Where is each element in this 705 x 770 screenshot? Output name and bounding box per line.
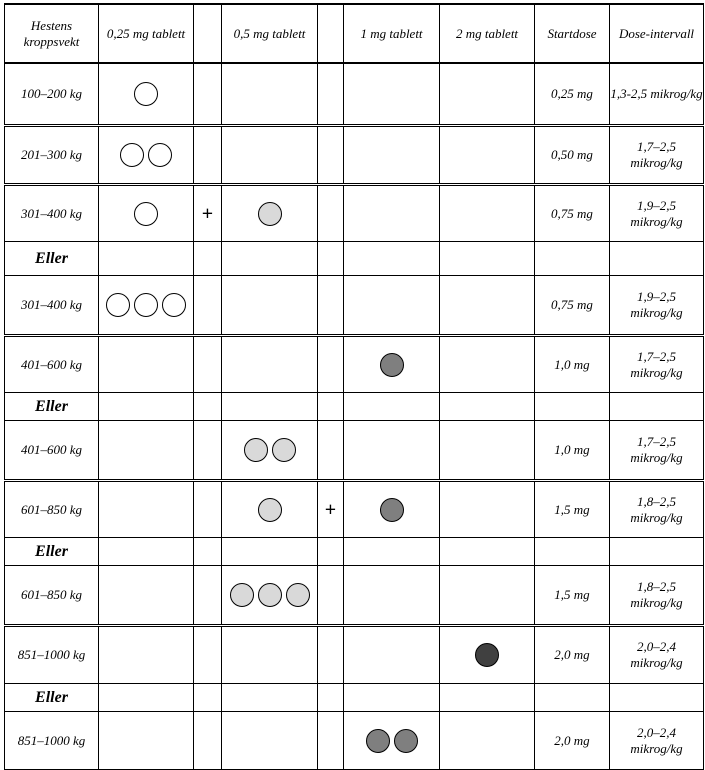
startdose-cell xyxy=(535,337,610,392)
tab1-cell xyxy=(344,64,440,124)
plus1-cell xyxy=(194,337,222,392)
tab05-cell xyxy=(222,127,318,183)
plus1-cell xyxy=(194,127,222,183)
plus1-cell xyxy=(194,482,222,537)
interval-cell xyxy=(610,627,704,683)
tab1-cell xyxy=(344,186,440,241)
tab025-cell xyxy=(99,482,194,537)
tab1-cell xyxy=(344,276,440,334)
weight-cell xyxy=(4,482,99,537)
tab1-cell xyxy=(344,482,440,537)
tablet-0.25mg-icon xyxy=(120,143,144,167)
eller-label: Eller xyxy=(35,397,68,415)
tab025-cell xyxy=(99,337,194,392)
interval-label: 1,9–2,5 mikrog/kg xyxy=(630,289,683,320)
tab1-cell xyxy=(344,421,440,479)
eller-row xyxy=(4,392,704,420)
interval-cell xyxy=(610,64,704,124)
interval-cell xyxy=(610,538,704,565)
tab2-cell xyxy=(440,242,535,275)
plus1-cell xyxy=(194,627,222,683)
startdose-label: 1,0 mg xyxy=(554,356,590,372)
startdose-cell xyxy=(535,276,610,334)
tab025-cell xyxy=(99,421,194,479)
eller-row xyxy=(4,537,704,565)
tablet-0.25mg-icon xyxy=(134,202,158,226)
header-t2 xyxy=(440,5,535,62)
tab2-cell xyxy=(440,627,535,683)
interval-cell xyxy=(610,566,704,624)
tab025-cell xyxy=(99,566,194,624)
tablet-0.5mg-icon xyxy=(258,498,282,522)
tablet-0.5mg-icon xyxy=(272,438,296,462)
tab05-cell xyxy=(222,538,318,565)
plus2-cell xyxy=(318,242,344,275)
interval-label: 1,9–2,5 mikrog/kg xyxy=(630,197,683,229)
startdose-label: 0,75 mg xyxy=(551,205,593,221)
tab1-cell xyxy=(344,538,440,565)
interval-cell xyxy=(610,684,704,711)
weight-cell xyxy=(4,276,99,334)
weight-cell xyxy=(4,684,99,711)
tab1-cell xyxy=(344,566,440,624)
weight-label: 301–400 kg xyxy=(20,205,83,221)
plus2-cell xyxy=(318,482,344,537)
startdose-label: 1,0 mg xyxy=(554,442,590,457)
startdose-label: 0,50 mg xyxy=(551,147,593,162)
plus2-cell xyxy=(318,186,344,241)
tab2-cell xyxy=(440,393,535,420)
startdose-label: 1,5 mg xyxy=(554,501,590,517)
plus1-cell xyxy=(194,566,222,624)
interval-label: 1,7–2,5 mikrog/kg xyxy=(630,139,683,170)
weight-cell xyxy=(4,421,99,479)
interval-label: 1,7–2,5 mikrog/kg xyxy=(630,434,683,465)
header-t1-label: 1 mg tablett xyxy=(360,25,423,41)
tab1-cell xyxy=(344,684,440,711)
startdose-cell xyxy=(535,538,610,565)
header-spacer xyxy=(194,5,222,62)
tablet-0.5mg-icon xyxy=(230,583,254,607)
plus1-cell xyxy=(194,186,222,241)
plus2-cell xyxy=(318,684,344,711)
tab05-cell xyxy=(222,627,318,683)
startdose-cell xyxy=(535,482,610,537)
header-t025 xyxy=(99,5,194,62)
weight-cell xyxy=(4,242,99,275)
tab05-cell xyxy=(222,393,318,420)
header-start xyxy=(535,5,610,62)
tablet-0.5mg-icon xyxy=(244,438,268,462)
tablet-1mg-icon xyxy=(366,729,390,753)
interval-cell xyxy=(610,186,704,241)
weight-label: 851–1000 kg xyxy=(17,647,86,662)
weight-label: 601–850 kg xyxy=(20,501,83,517)
plus2-cell xyxy=(318,64,344,124)
tab025-cell xyxy=(99,242,194,275)
header-row xyxy=(4,3,704,62)
header-t05 xyxy=(222,5,318,62)
plus-icon: + xyxy=(324,498,337,521)
startdose-label: 1,5 mg xyxy=(554,587,590,602)
startdose-cell xyxy=(535,242,610,275)
table-row xyxy=(4,565,704,624)
plus2-cell xyxy=(318,393,344,420)
weight-label: 851–1000 kg xyxy=(17,732,86,748)
plus1-cell xyxy=(194,538,222,565)
table-row xyxy=(4,124,704,183)
plus2-cell xyxy=(318,276,344,334)
startdose-label: 2,0 mg xyxy=(554,647,590,662)
tab05-cell xyxy=(222,566,318,624)
tablet-0.25mg-icon xyxy=(134,82,158,106)
tab025-cell xyxy=(99,64,194,124)
eller-label: Eller xyxy=(35,688,68,706)
table-row xyxy=(4,711,704,769)
interval-cell xyxy=(610,712,704,769)
tab1-cell xyxy=(344,712,440,769)
header-t05-label: 0,5 mg tablett xyxy=(233,25,306,41)
tablet-0.25mg-icon xyxy=(106,293,130,317)
header-weight-label: Hestens kroppsvekt xyxy=(23,17,80,49)
header-start-label: Startdose xyxy=(547,25,597,41)
eller-row xyxy=(4,683,704,711)
plus1-cell xyxy=(194,64,222,124)
eller-row xyxy=(4,241,704,275)
plus2-cell xyxy=(318,421,344,479)
tab025-cell xyxy=(99,127,194,183)
tab025-cell xyxy=(99,627,194,683)
weight-label: 401–600 kg xyxy=(20,442,83,457)
eller-label: Eller xyxy=(35,542,68,560)
tab05-cell xyxy=(222,337,318,392)
startdose-cell xyxy=(535,627,610,683)
tab2-cell xyxy=(440,482,535,537)
table-row xyxy=(4,334,704,392)
table-row xyxy=(4,183,704,241)
tab2-cell xyxy=(440,712,535,769)
tab1-cell xyxy=(344,337,440,392)
tablet-0.25mg-icon xyxy=(148,143,172,167)
plus1-cell xyxy=(194,421,222,479)
weight-cell xyxy=(4,127,99,183)
weight-cell xyxy=(4,538,99,565)
tablet-2mg-icon xyxy=(475,643,499,667)
header-t025-label: 0,25 mg tablett xyxy=(106,25,186,41)
tablet-0.5mg-icon xyxy=(258,202,282,226)
tab2-cell xyxy=(440,684,535,711)
weight-label: 201–300 kg xyxy=(20,147,83,162)
startdose-cell xyxy=(535,566,610,624)
plus1-cell xyxy=(194,393,222,420)
weight-cell xyxy=(4,337,99,392)
weight-cell xyxy=(4,64,99,124)
tab05-cell xyxy=(222,276,318,334)
interval-cell xyxy=(610,393,704,420)
tablet-0.25mg-icon xyxy=(162,293,186,317)
tab025-cell xyxy=(99,538,194,565)
interval-cell xyxy=(610,337,704,392)
weight-cell xyxy=(4,393,99,420)
weight-cell xyxy=(4,566,99,624)
plus1-cell xyxy=(194,684,222,711)
weight-label: 301–400 kg xyxy=(20,297,83,312)
tab2-cell xyxy=(440,538,535,565)
header-interval xyxy=(610,5,704,62)
tablet-1mg-icon xyxy=(394,729,418,753)
weight-label: 601–850 kg xyxy=(20,587,83,602)
startdose-cell xyxy=(535,684,610,711)
interval-cell xyxy=(610,276,704,334)
tab2-cell xyxy=(440,186,535,241)
tab2-cell xyxy=(440,127,535,183)
tab2-cell xyxy=(440,64,535,124)
interval-label: 1,7–2,5 mikrog/kg xyxy=(630,348,683,380)
interval-label: 1,8–2,5 mikrog/kg xyxy=(630,493,683,525)
table-row xyxy=(4,420,704,479)
interval-label: 1,8–2,5 mikrog/kg xyxy=(630,579,683,610)
tab2-cell xyxy=(440,421,535,479)
startdose-label: 2,0 mg xyxy=(554,732,590,748)
interval-cell xyxy=(610,421,704,479)
weight-cell xyxy=(4,627,99,683)
plus2-cell xyxy=(318,337,344,392)
tab1-cell xyxy=(344,242,440,275)
tab025-cell xyxy=(99,712,194,769)
plus2-cell xyxy=(318,127,344,183)
tablet-0.5mg-icon xyxy=(286,583,310,607)
plus-icon: + xyxy=(201,202,214,225)
interval-cell xyxy=(610,242,704,275)
header-t2-label: 2 mg tablett xyxy=(455,25,519,41)
startdose-label: 0,25 mg xyxy=(551,86,593,101)
tablet-0.25mg-icon xyxy=(134,293,158,317)
tab1-cell xyxy=(344,393,440,420)
table-row xyxy=(4,479,704,537)
startdose-cell xyxy=(535,421,610,479)
tab025-cell xyxy=(99,684,194,711)
plus1-cell xyxy=(194,712,222,769)
startdose-cell xyxy=(535,127,610,183)
plus2-cell xyxy=(318,627,344,683)
weight-cell xyxy=(4,712,99,769)
tab05-cell xyxy=(222,421,318,479)
weight-cell xyxy=(4,186,99,241)
header-t1 xyxy=(344,5,440,62)
tab025-cell xyxy=(99,393,194,420)
tab05-cell xyxy=(222,186,318,241)
weight-label: 401–600 kg xyxy=(20,356,83,372)
header-weight xyxy=(4,5,99,62)
tab05-cell xyxy=(222,64,318,124)
tablet-0.5mg-icon xyxy=(258,583,282,607)
table-row xyxy=(4,275,704,334)
tab2-cell xyxy=(440,337,535,392)
startdose-label: 0,75 mg xyxy=(551,297,593,312)
interval-cell xyxy=(610,127,704,183)
weight-label: 100–200 kg xyxy=(20,86,83,101)
interval-label: 2,0–2,4 mikrog/kg xyxy=(630,639,683,670)
eller-label: Eller xyxy=(35,249,68,267)
startdose-cell xyxy=(535,186,610,241)
tab05-cell xyxy=(222,242,318,275)
tab025-cell xyxy=(99,186,194,241)
plus2-cell xyxy=(318,538,344,565)
interval-label: 1,3-2,5 mikrog/kg xyxy=(610,86,703,101)
plus1-cell xyxy=(194,276,222,334)
tab1-cell xyxy=(344,627,440,683)
plus1-cell xyxy=(194,242,222,275)
tab05-cell xyxy=(222,482,318,537)
startdose-cell xyxy=(535,393,610,420)
startdose-cell xyxy=(535,64,610,124)
tab05-cell xyxy=(222,684,318,711)
tab2-cell xyxy=(440,566,535,624)
tab025-cell xyxy=(99,276,194,334)
interval-cell xyxy=(610,482,704,537)
header-interval-label: Dose-intervall xyxy=(618,25,695,41)
plus2-cell xyxy=(318,712,344,769)
tablet-1mg-icon xyxy=(380,353,404,377)
plus2-cell xyxy=(318,566,344,624)
tab05-cell xyxy=(222,712,318,769)
tablet-1mg-icon xyxy=(380,498,404,522)
table-row xyxy=(4,624,704,683)
tab1-cell xyxy=(344,127,440,183)
table-row xyxy=(4,62,704,124)
startdose-cell xyxy=(535,712,610,769)
tab2-cell xyxy=(440,276,535,334)
header-spacer xyxy=(318,5,344,62)
interval-label: 2,0–2,4 mikrog/kg xyxy=(630,724,683,756)
